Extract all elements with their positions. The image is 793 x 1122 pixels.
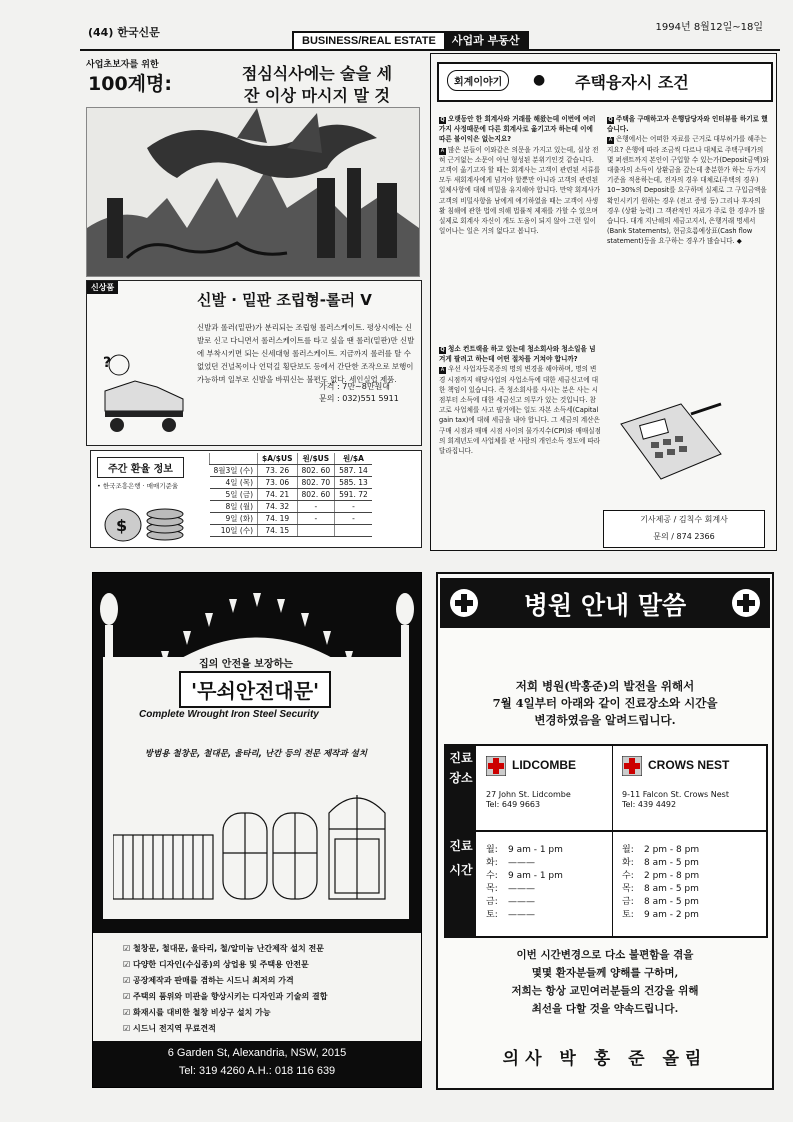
hours-row — [486, 857, 563, 870]
fx-cell: 8일 (월) — [210, 501, 258, 513]
hours-row — [486, 909, 563, 922]
door-ad-features — [93, 933, 421, 1041]
exchange-rate-title: 주간 환율 정보 — [97, 457, 184, 478]
fx-cell: 74. 21 — [258, 489, 297, 501]
closing-line: 이번 시간변경으로 다소 불편함을 겪을 — [516, 949, 694, 961]
day-label: 월: — [622, 845, 634, 855]
hours-value: ——— — [508, 884, 535, 894]
fx-cell: 4일 (목) — [210, 477, 258, 489]
tip-title — [212, 63, 422, 107]
divider — [612, 746, 613, 936]
day-label: 수: — [622, 871, 634, 881]
tip-article — [82, 53, 424, 277]
product-description: 신발과 롤러(밑판)가 분리되는 조립형 롤러스케이트. 평상시에는 신발로 신고 다니면서 롤러스케이트를 타고 싶을 땐 롤러(밑판)만 신발에 부착시키면 되는 신세대형 롤러스케이트. 지금까지 롤러를 탈 수 없었던 건널목이나 언덕길 횡단보도 등에서 간단한 조작으로 보행이 가능하며 일부로 신발을 바꿔신는 불편도 없다. 세인실업 제품. — [197, 323, 415, 384]
fx-cell: - — [297, 513, 335, 525]
product-price: 가격 : 7만~8만원대 — [319, 382, 391, 391]
hours-row — [622, 896, 699, 909]
fx-cell: 802. 60 — [297, 465, 335, 477]
closing-line: 최선을 다할 것을 약속드립니다. — [531, 1003, 679, 1015]
closing-line: 몇몇 환자분들께 양해를 구하며, — [531, 967, 679, 979]
answer-text: A 은행에서는 어떠한 자료를 근거로 대부허가를 해주는지요? 은행에 따라 조금씩 다르나 대체로 주택구매가의 몇 퍼센트까지 본인이 구입할 수 있는가(Deposit금액)와 대출자의 소득이 상환금을 갚는데 충분한가 하는 두가지 기준을 적용하는데, 전자의 경우 대체로(주택의 경우) 10~30%의 Deposit를 요구하며 실제로 그 구입금액을 확인시키기 원하는 경우 (전고 증빙 등) 그리나 후자의 경우 (상환 능력) 그 객관적인 자료가 주로 한 경우가 많습니다. 대개 지난해의 세금고지서, 은행거래 명세서(Bank Statements), 현금흐름예상표(Cash flow statement)등을 요구하는 경우가 많습니다. ◆ — [607, 134, 769, 246]
clinic-name-crows-nest: CROWS NEST — [648, 758, 730, 772]
accounting-title: 주택융자시 조건 — [575, 73, 689, 92]
fx-cell — [297, 525, 335, 537]
hours-row — [486, 883, 563, 896]
question-text: Q 주택을 구매하고자 은행담당자와 인터뷰를 하기로 했습니다. — [607, 114, 769, 134]
hospital-banner — [440, 578, 770, 628]
notice-line: 7월 4일부터 아래와 같이 진료장소와 시간을 — [492, 696, 718, 710]
lidcombe-hours — [486, 844, 563, 922]
hospital-notice — [448, 678, 762, 729]
table-row — [210, 465, 372, 477]
qa-block — [439, 344, 601, 544]
hours-row — [622, 857, 699, 870]
new-product-box — [86, 280, 422, 446]
day-label: 금: — [622, 897, 634, 907]
calculator-illustration — [611, 394, 731, 494]
tip-kicker: 사업초보자를 위한 — [86, 60, 159, 70]
issue-date: 1994년 8월12일~18일 — [655, 22, 763, 33]
new-product-tag: 신상품 — [87, 281, 118, 294]
question-text: Q 오랫동안 한 회계사와 거래를 해왔는데 이번에 여러가지 사정때문에 다른 회계사로 옮기고자 하는데 이에 따른 불이익은 없는지요? — [439, 114, 601, 145]
hours-value: 8 am - 5 pm — [644, 897, 699, 907]
medical-cross-icon — [450, 589, 478, 617]
dragon-illustration — [86, 107, 420, 277]
hours-row — [622, 844, 699, 857]
door-ad-subtitle: 집의 안전을 보장하는 — [199, 659, 293, 670]
tip-series: 100계명: — [88, 73, 172, 95]
hours-value: 2 pm - 8 pm — [644, 845, 700, 855]
exchange-rate-table — [209, 453, 372, 537]
door-ad-address: 6 Garden St, Alexandria, NSW, 2015 — [167, 1047, 347, 1059]
clinic-phone: Tel: 439 4492 — [622, 800, 677, 809]
hospital-title: 병원 안내 말씀 — [523, 591, 687, 620]
accounting-credit — [603, 510, 765, 548]
hours-row — [622, 909, 699, 922]
day-label: 목: — [486, 884, 498, 894]
fx-cell: 802. 60 — [297, 489, 335, 501]
list-item: ☑ 주택의 품위와 미관을 향상시키는 디자인과 기술의 결합 — [123, 989, 421, 1005]
clinic-street: 9-11 Falcon St. Crows Nest — [622, 790, 729, 799]
day-label: 월: — [486, 845, 498, 855]
hospital-closing — [446, 946, 764, 1018]
fx-cell: 74. 19 — [258, 513, 297, 525]
list-item: ☑ 시드니 전지역 무료견적 — [123, 1021, 421, 1037]
gate-illustration — [113, 783, 403, 913]
crows-nest-hours — [622, 844, 699, 922]
medical-cross-icon — [732, 589, 760, 617]
day-label: 화: — [622, 858, 634, 868]
day-label: 수: — [486, 871, 498, 881]
fx-cell: 73. 26 — [258, 465, 297, 477]
qa-block — [607, 114, 769, 394]
door-ad-company-name: '무쇠안전대문' — [179, 671, 331, 708]
clinic-street: 27 John St. Lidcombe — [486, 790, 571, 799]
fx-cell: 585. 13 — [335, 477, 372, 489]
hours-row — [486, 844, 563, 857]
hospital-notice-ad — [436, 572, 774, 1090]
section-english: BUSINESS/REAL ESTATE — [294, 33, 444, 49]
iron-door-ad — [92, 572, 422, 1088]
list-item: ☑ 철창문, 철대문, 울타리, 철/알미늄 난간제작 설치 전문 — [123, 941, 421, 957]
exchange-rate-box — [90, 450, 422, 548]
section-banner — [292, 31, 529, 51]
header-rule — [80, 49, 780, 51]
closing-line: 저희는 항상 교민여러분들의 건강을 위해 — [511, 985, 699, 997]
roller-skate-image — [95, 347, 191, 435]
clinic-schedule — [444, 744, 768, 938]
fx-cell: 802. 70 — [297, 477, 335, 489]
clinic-name-lidcombe: LIDCOMBE — [512, 758, 576, 772]
hours-value: 2 pm - 8 pm — [644, 871, 700, 881]
table-row — [210, 477, 372, 489]
table-row — [210, 501, 372, 513]
credit-author: 기사제공 / 김칙수 회계사 — [640, 515, 728, 524]
fx-header: 원/$US — [297, 453, 335, 465]
hours-row — [622, 883, 699, 896]
hours-value: 8 am - 5 pm — [644, 884, 699, 894]
hours-value: 9 am - 1 pm — [508, 845, 563, 855]
fx-cell: 10일 (수) — [210, 525, 258, 537]
fx-cell: - — [335, 513, 372, 525]
hours-value: ——— — [508, 858, 535, 868]
day-label: 화: — [486, 858, 498, 868]
hours-row — [486, 870, 563, 883]
hours-value: 9 am - 2 pm — [644, 910, 699, 920]
place-label: 진료장소 — [446, 746, 476, 832]
svg-text:$: $ — [116, 516, 128, 535]
page-number: (44) 한국신문 — [88, 26, 160, 39]
accounting-series: 회계이야기 — [447, 70, 509, 91]
hours-row — [622, 870, 699, 883]
qa-block — [439, 114, 601, 236]
red-cross-icon — [486, 756, 506, 776]
clinic-address — [486, 790, 571, 810]
doctor-signature: 의사 박 홍 준 올림 — [502, 1049, 708, 1069]
notice-line: 저희 병원(박홍준)의 발전을 위해서 — [515, 679, 695, 693]
hours-value: 8 am - 5 pm — [644, 858, 699, 868]
product-contact: 문의 : 032)551 5911 — [319, 394, 399, 403]
list-item: ☑ 화재시를 대비한 철창 비상구 설치 가능 — [123, 1005, 421, 1021]
product-title: 신발 · 밑판 조립형-롤러 V — [197, 291, 372, 309]
day-label: 토: — [486, 910, 498, 920]
tip-title-line1: 점심식사에는 술을 세 — [241, 64, 393, 83]
fx-cell: 587. 14 — [335, 465, 372, 477]
list-item: ☑ 다양한 디자인(수십종)의 상업용 및 주택용 안전문 — [123, 957, 421, 973]
red-cross-icon — [622, 756, 642, 776]
fx-cell: 73. 06 — [258, 477, 297, 489]
day-label: 목: — [622, 884, 634, 894]
fx-cell: 5일 (금) — [210, 489, 258, 501]
credit-contact: 문의 / 874 2366 — [653, 532, 715, 541]
fx-cell — [335, 525, 372, 537]
hours-value: ——— — [508, 897, 535, 907]
table-row — [210, 489, 372, 501]
answer-text: A 많은 분들이 이와같은 의문을 가지고 있는데, 실상 전혀 근거없는 소문이 아닌 형성된 분위기인것 같습니다. 고객이 옮기고자 할 때는 회계사는 고객이 관련된 서류를 모두 새회계사에게 넘겨야 할뿐만 아니라 고객의 관련된 일체사항에 대해 비밀을 유지해야 합니다. 만약 회계사가 고객의 비밀사항을 남에게 얘기하였을 때는 고객이 사생활 침해에 관한 법에 의해 법률적 제재를 가할 수 있으며 실제로 회계사 자신이 개도 도움이 되지 않아 그런 일이 일어나는 일은 거의 없다고 봅니다. — [439, 145, 601, 237]
fx-cell: 9일 (화) — [210, 513, 258, 525]
notice-line: 변경하였음을 알려드립니다. — [534, 713, 676, 727]
fx-cell: 8월3일 (수) — [210, 465, 258, 477]
fx-header — [210, 453, 258, 465]
door-ad-english-name: Complete Wrought Iron Steel Security — [139, 709, 319, 720]
hours-label: 진료시간 — [446, 832, 476, 938]
door-ad-phone: Tel: 319 4260 A.H.: 018 116 639 — [178, 1065, 336, 1077]
exchange-rate-source: • 한국조흥은행 · 매매기준율 — [97, 482, 179, 490]
section-korean: 사업과 부동산 — [444, 33, 528, 49]
hours-value: ——— — [508, 910, 535, 920]
money-bag-icon — [101, 499, 191, 543]
accounting-column — [430, 53, 777, 551]
fx-cell: 74. 32 — [258, 501, 297, 513]
fx-cell: - — [297, 501, 335, 513]
list-item: ☑ 공장제작과 판매를 겸하는 시드니 최저의 가격 — [123, 973, 421, 989]
day-label: 토: — [622, 910, 634, 920]
question-text: Q 청소 컨트랙을 하고 있는데 청소회사와 청소일을 넘겨게 팔려고 하는데 어떤 절차를 거쳐야 합니까? — [439, 344, 601, 364]
hours-value: 9 am - 1 pm — [508, 871, 563, 881]
clinic-phone: Tel: 649 9663 — [486, 800, 541, 809]
answer-text: A 우선 사업자등록증의 명의 변경을 해야하며, 명의 변경 시점까지 해당사업의 사업소득에 대한 세금신고에 대한 책임이 있습니다. 즉 청소회사를 사시는 분은 사는 시점부터 소득에 대한 세금신고 의무가 있는 것입니다. 참고로 사업체를 사고 팔거에는 일도 자본 소득세(Capital gain tax)에 대해 세금을 내야 합니다. 그 세금의 계산은 구매 시점과 매매 시점 사이의 물가지수(CPI)와 매매실점의 회계년도에 사업체를 판 사람의 개인소득 정도에 따라 달라집니다. — [439, 364, 601, 456]
fx-cell: 591. 72 — [335, 489, 372, 501]
table-row — [210, 513, 372, 525]
fx-cell: - — [335, 501, 372, 513]
fx-header: 원/$A — [335, 453, 372, 465]
tip-title-line2: 잔 이상 마시지 말 것 — [244, 86, 390, 105]
fx-cell: 74. 15 — [258, 525, 297, 537]
table-row — [210, 525, 372, 537]
svg-text:?: ? — [103, 355, 112, 371]
clinic-address — [622, 790, 729, 810]
fx-header: $A/$US — [258, 453, 297, 465]
bullet-icon: ● — [533, 72, 546, 88]
door-ad-services: 방범용 철창문, 철대문, 울타리, 난간 등의 전문 제작과 설치 — [144, 749, 368, 759]
divider — [476, 830, 766, 832]
day-label: 금: — [486, 897, 498, 907]
accounting-heading — [437, 62, 773, 102]
hours-row — [486, 896, 563, 909]
